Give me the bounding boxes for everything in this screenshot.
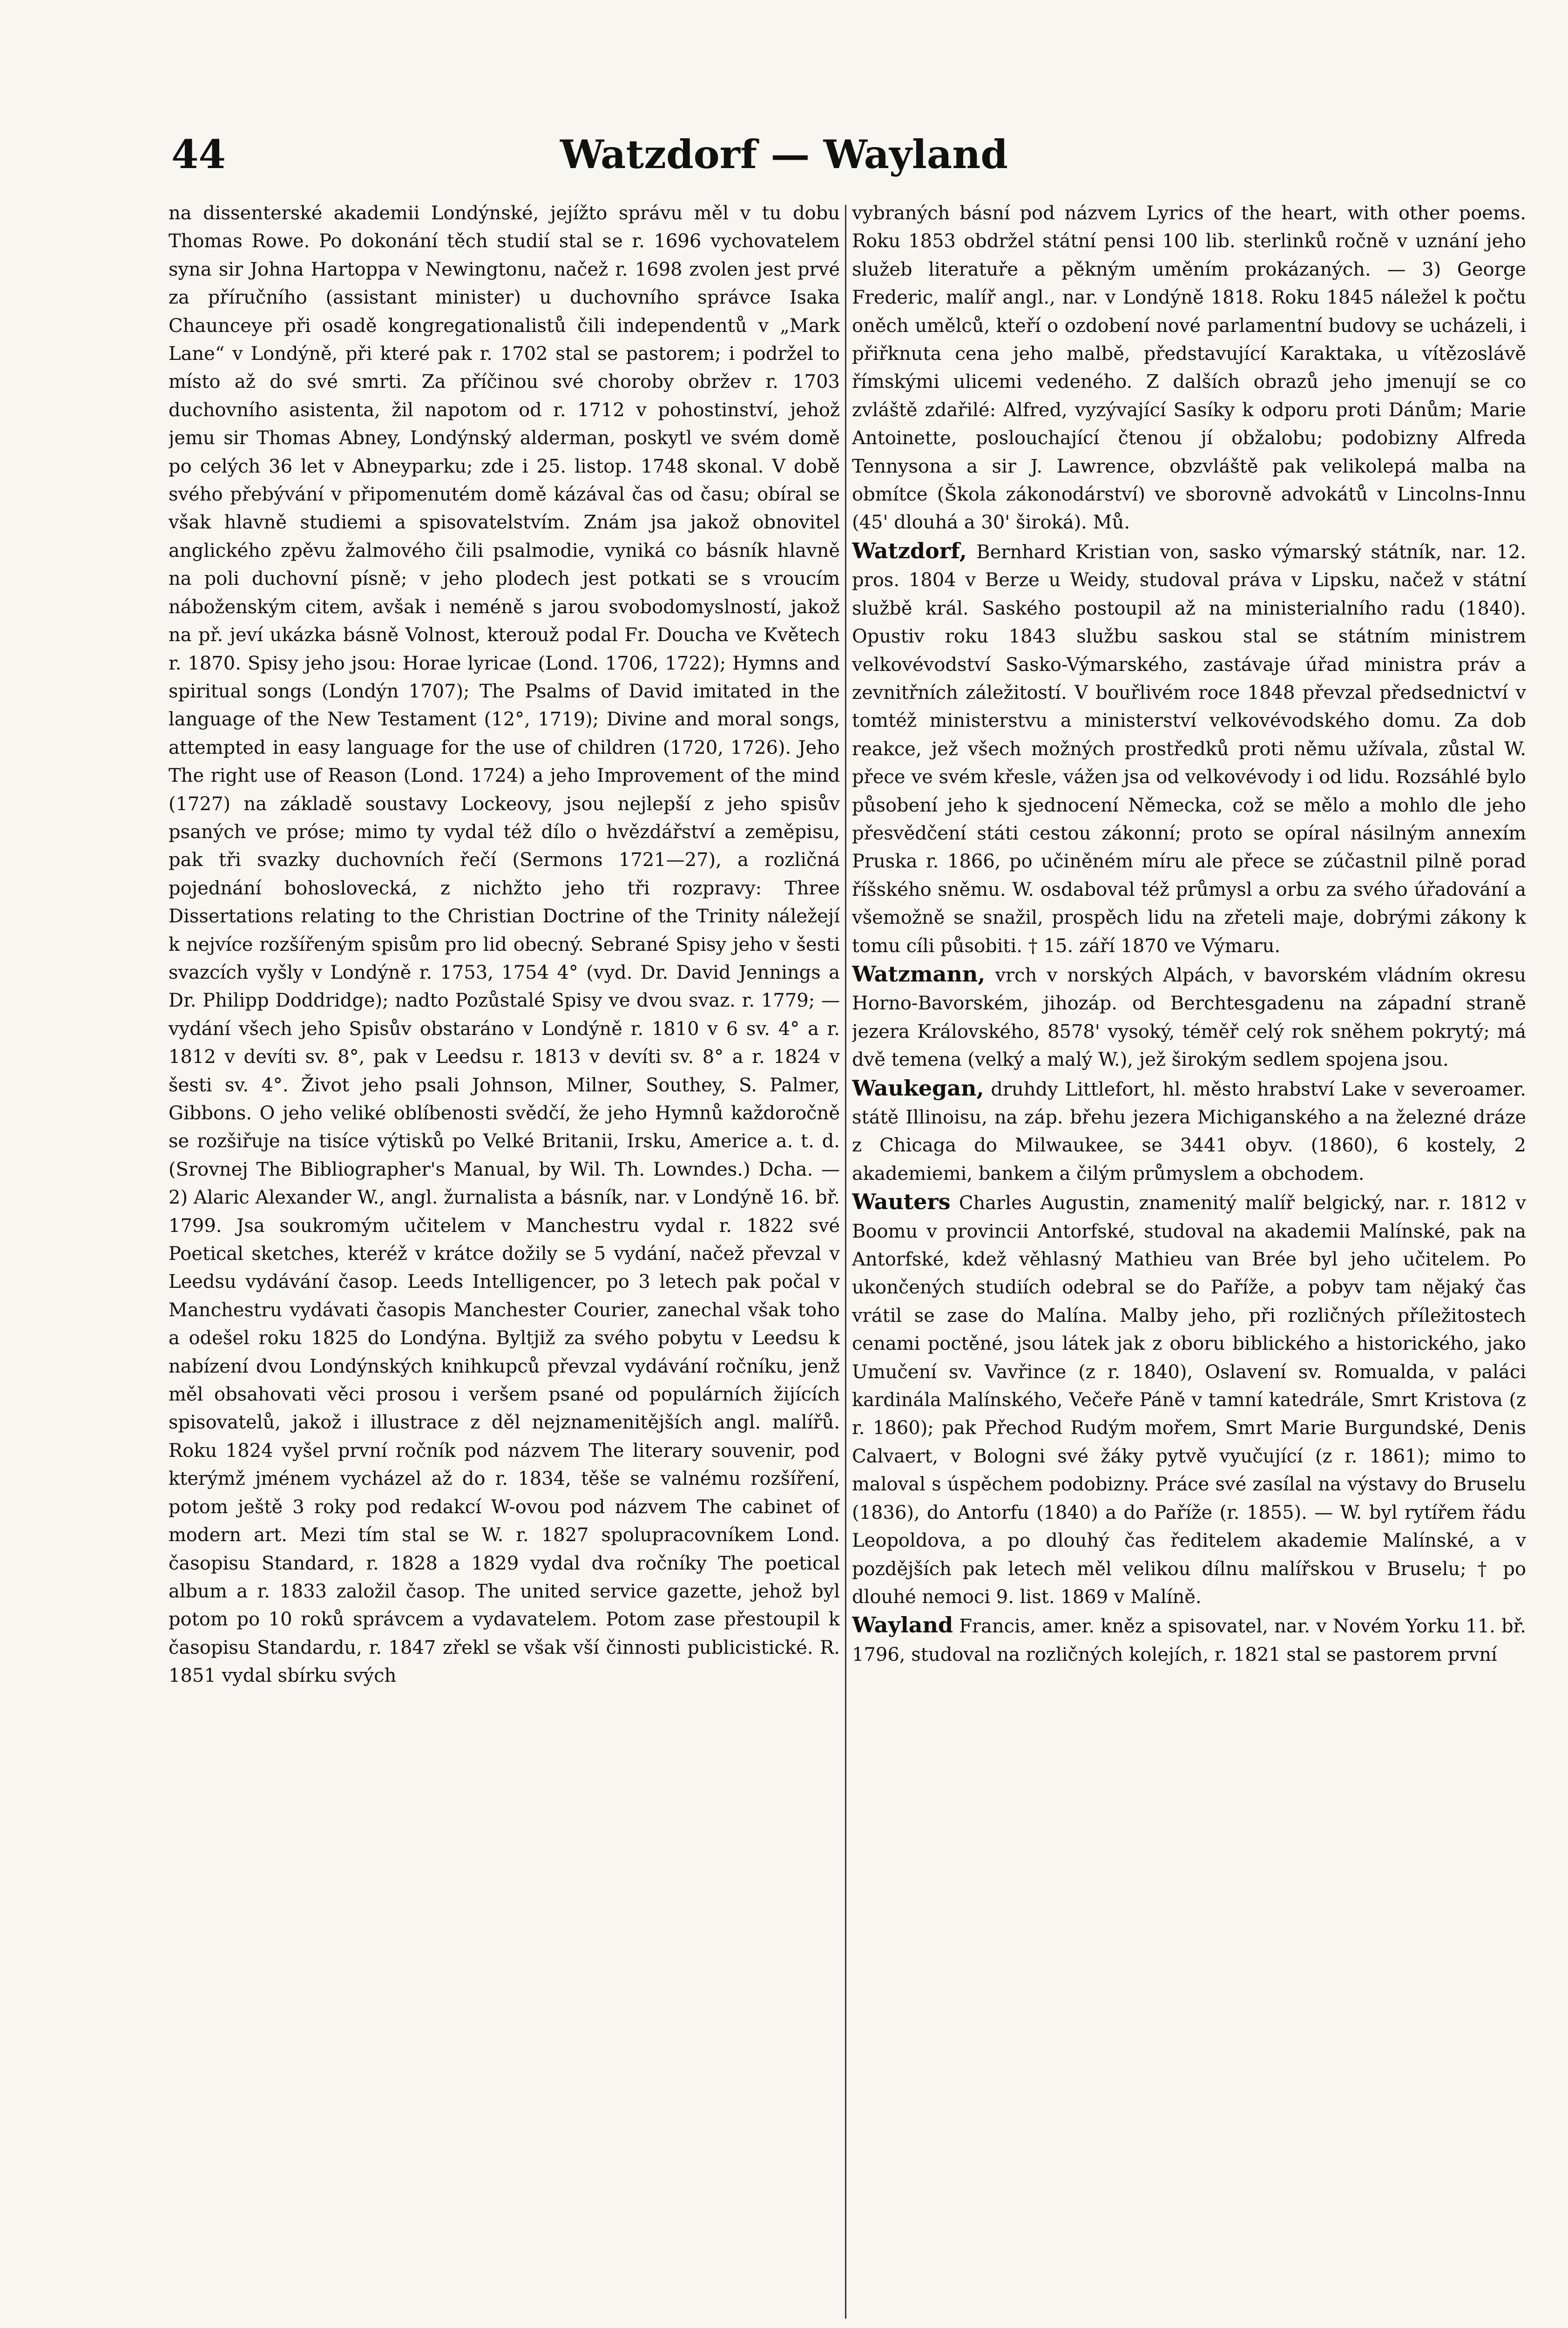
entry-text: vrch v norských Alpách, v bavorském vládním okresu Horno-Bavorském, jihozáp. od Berchtesgadenu na západní straně jezera Královského, 8578' vysoký, téměř celý rok sněhem pokrytý; má dvě temena (velký a malý W.), jež širokým sedlem spojena jsou.	[852, 964, 1526, 1071]
left-column-text: na dissenterské akademii Londýnské, jejížto správu měl v tu dobu Thomas Rowe. Po dokonání těch studií stal se r. 1696 vychovatelem syna sir Johna Hartoppa v Newingtonu, načež r. 1698 zvolen jest prvé za příručního (assistant minister) u duchovního správce Isaka Chaunceye při osadě kongregationalistů čili independentů v „Mark Lane“ v Londýně, při které pak r. 1702 stal se pastorem; i podržel to místo až do své smrti. Za příčinou své choroby obržev r. 1703 duchovního asistenta, žil napotom od r. 1712 v pohostinství, jehož jemu sir Thomas Abney, Londýnský alderman, poskytl ve svém domě po celých 36 let v Abneyparku; zde i 25. listop. 1748 skonal. V době svého přebývání v připomenutém domě kázával čas od času; obíral se však hlavně studiemi a spisovatelstvím. Znám jsa jakož obnovitel anglického zpěvu žalmového čili psalmodie, vyniká co básník hlavně na poli duchovní písně; v jeho plodech jest potkati se s vroucím náboženským citem, avšak i neméně s jarou svobodomyslností, jakož na př. jeví ukázka básně Volnost, kterouž podal Fr. Doucha ve Květech r. 1870. Spisy jeho jsou: Horae lyricae (Lond. 1706, 1722); Hymns and spiritual songs (Londýn 1707); The Psalms of David imitated in the language of the New Testament (12°, 1719); Divine and moral songs, attempted in easy language for the use of children (1720, 1726). Jeho The right use of Reason (Lond. 1724) a jeho Improvement of the mind (1727) na základě soustavy Lockeovy, jsou nejlepší z jeho spisův psaných ve próse; mimo ty vydal též dílo o hvězdářství a zeměpisu, pak tři svazky duchovních řečí (Sermons 1721—27), a rozličná pojednání bohoslovecká, z nichžto jeho tři rozpravy: Three Dissertations relating to the Christian Doctrine of the Trinity náležejí k nejvíce rozšířeným spisům pro lid obecný. Sebrané Spisy jeho v šesti svazcích vyšly v Londýně r. 1753, 1754 4° (vyd. Dr. David Jennings a Dr. Philipp Doddridge); nadto Pozůstalé Spisy ve dvou svaz. r. 1779; — vydání všech jeho Spisův obstaráno v Londýně r. 1810 v 6 sv. 4° a r. 1812 v devíti sv. 8°, pak v Leedsu r. 1813 v devíti sv. 8° a r. 1824 v šesti sv. 4°. Život jeho psali Johnson, Milner, Southey, S. Palmer, Gibbons. O jeho veliké oblíbenosti svědčí, že jeho Hymnů každoročně se rozšiřuje na tisíce výtisků po Velké Britanii, Irsku, Americe a. t. d. (Srovnej The Bibliographer's Manual, by Wil. Th. Lowndes.) Dcha. — 2) Alaric Alexander W., angl. žurnalista a básník, nar. v Londýně 16. bř. 1799. Jsa soukromým učitelem v Manchestru vydal r. 1822 své Poetical sketches, kteréž v krátce dožily se 5 vydání, načež převzal v Leedsu vydávání časop. Leeds Intelligencer, po 3 letech pak počal v Manchestru vydávati časopis Manchester Courier, zanechal však toho a odešel roku 1825 do Londýna. Byltjiž za svého pobytu v Leedsu k nabízení dvou Londýnských knihkupců převzal vydávání ročníku, jenž měl obsahovati věci prosou i veršem psané od populárních žijících spisovatelů, jakož i illustrace z děl nejznamenitějších angl. malířů. Roku 1824 vyšel první ročník pod názvem The literary souvenir, pod kterýmž jménem vycházel až do r. 1834, těše se valnému rozšíření, potom ještě 3 roky pod redakcí W-ovou pod názvem The cabinet of modern art. Mezi tím stal se W. r. 1827 spolupracovníkem Lond. časopisu Standard, r. 1828 a 1829 vydal dva ročníky The poetical album a r. 1833 založil časop. The united service gazette, jehož byl potom po 10 roků správcem a vydavatelem. Potom zase přestoupil k časopisu Standardu, r. 1847 zřekl se však vší činnosti publicistické. R. 1851 vydal sbírku svých	[169, 203, 840, 1687]
headword-watzdorf: Watzdorf,	[852, 538, 967, 563]
headword-wayland: Wayland	[852, 1612, 953, 1638]
entry-text: Francis, amer. kněz a spisovatel, nar. v Novém Yorku 11. bř. 1796, studoval na rozličných kolejích, r. 1821 stal se pastorem první	[852, 1616, 1526, 1665]
entry-text: Bernhard Kristian von, sasko výmarský státník, nar. 12. pros. 1804 v Berze u Weidy, studoval práva v Lipsku, načež v státní službě král. Saského postoupil až na ministerialního radu (1840). Opustiv roku 1843 službu saskou stal se státním ministrem velkovévodství Sasko-Výmarského, zastávaje úřad ministra práv a zevnitřních záležitostí. V bouřlivém roce 1848 převzal předsednictví v tomtéž ministerstvu a ministerství velkovévodského domu. Za dob reakce, jež všech možných prostředků proti němu užívala, zůstal W. přece ve svém křesle, vážen jsa od velkovévody i od lidu. Rozsáhlé bylo působení jeho k sjednocení Německa, což se mělo a mohlo dle jeho přesvědčení státi cestou zákonní; proto se opíral násilným annexím Pruska r. 1866, po učiněném míru ale přece se zúčastnil pilně porad říšského sněmu. W. osdaboval též průmysl a orbu za svého úřadování a všemožně se snažil, prospěch lidu na zřeteli maje, dobrými zákony k tomu cíli působiti. † 15. září 1870 ve Výmaru.	[852, 541, 1526, 957]
entry-waukegan	[852, 1074, 1526, 1188]
entry-watzdorf	[852, 537, 1526, 960]
entry-text: druhdy Littlefort, hl. město hrabství Lake v severoamer. státě Illinoisu, na záp. břehu jezera Michiganského a na železné dráze z Chicaga do Milwaukee, se 3441 obyv. (1860), 6 kostely, 2 akademiemi, bankem a čilým průmyslem a obchodem.	[852, 1078, 1526, 1184]
column-divider	[845, 205, 846, 2319]
entry-text: Charles Augustin, znamenitý malíř belgický, nar. r. 1812 v Boomu v provincii Antorfské, studoval na akademii Malínské, pak na Antorfské, kdež věhlasný Mathieu van Brée byl jeho učitelem. Po ukončených studiích odebral se do Paříže, a pobyv tam nějaký čas vrátil se zase do Malína. Malby jeho, při rozličných příležitostech cenami poctěné, jsou látek jak z oboru biblického a historického, jako Umučení sv. Vavřince (z r. 1840), Oslavení sv. Romualda, v paláci kardinála Malínského, Večeře Páně v tamní katedrále, Smrt Kristova (z r. 1860); pak Přechod Rudým mořem, Smrt Marie Burgundské, Denis Calvaert, v Bologni své žáky pytvě vyučující (z r. 1861); mimo to maloval s úspěchem podobizny. Práce své zasílal na výstavy do Bruselu (1836), do Antorfu (1840) a do Paříže (r. 1855). — W. byl rytířem řádu Leopoldova, a po dlouhý čas ředitelem akademie Malínské, a v pozdějších pak letech měl velikou dílnu malířskou v Bruselu; † po dlouhé nemoci 9. list. 1869 v Malíně.	[852, 1192, 1526, 1608]
headword-wauters: Wauters	[852, 1189, 951, 1215]
entry-wayland	[852, 1611, 1526, 1669]
page-header	[0, 131, 1568, 183]
entry-watzmann	[852, 960, 1526, 1074]
headword-waukegan: Waukegan,	[852, 1075, 984, 1101]
left-column	[169, 199, 840, 2322]
page-number: 44	[171, 131, 226, 177]
right-column-intro: vybraných básní pod názvem Lyrics of the heart, with other poems. Roku 1853 obdržel státní pensi 100 lib. sterlinků ročně v uznání jeho služeb literatuře a pěkným uměním prokázaných. — 3) George Frederic, malíř angl., nar. v Londýně 1818. Roku 1845 náležel k počtu oněch umělců, kteří o ozdobení nové parlamentní budovy se ucházeli, i přiřknuta cena jeho malbě, představující Karaktaka, u vítězoslávě římskými ulicemi vedeného. Z dalších obrazů jeho jmenují se co zvláště zdařilé: Alfred, vyzývající Sasíky k odporu proti Dánům; Marie Antoinette, poslouchající čtenou jí obžalobu; podobizny Alfreda Tennysona a sir J. Lawrence, obzvláště pak velikolepá malba na obmítce (Škola zákonodárství) ve sborovně advokátů v Lincolns-Innu (45' dlouhá a 30' široká). Mů.	[852, 203, 1526, 534]
entry-wauters	[852, 1188, 1526, 1611]
right-column	[852, 199, 1526, 2322]
running-title: Watzdorf — Wayland	[560, 131, 1008, 177]
headword-watzmann: Watzmann,	[852, 961, 986, 987]
